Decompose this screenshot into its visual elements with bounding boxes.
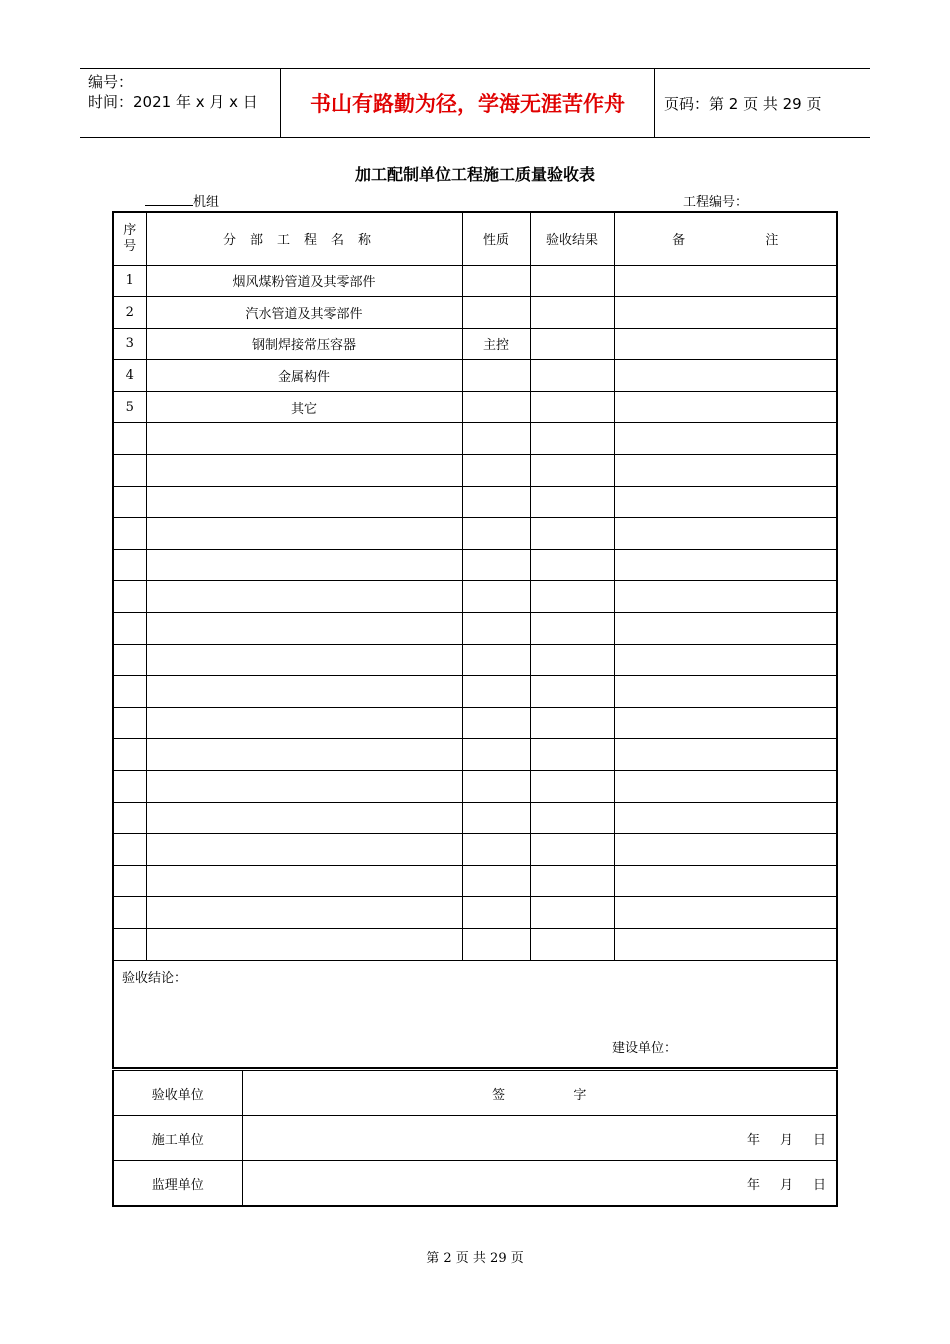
row-seq [113,802,146,834]
row-nature[interactable] [462,360,530,392]
row-nature[interactable] [462,549,530,581]
row-result[interactable] [530,549,614,581]
row-result[interactable] [530,391,614,423]
table-row [113,518,837,550]
header-seq: 序 号 [113,212,146,265]
table-row [113,802,837,834]
row-note[interactable] [614,928,837,960]
table-row [113,455,837,487]
row-name [146,613,462,645]
row-seq [113,549,146,581]
row-name [146,928,462,960]
row-nature[interactable] [462,297,530,329]
conclusion-label: 验收结论： [122,970,188,986]
row-result[interactable] [530,644,614,676]
row-nature[interactable] [462,455,530,487]
row-result[interactable] [530,328,614,360]
row-seq: 4 [113,360,146,392]
row-seq [113,644,146,676]
row-result[interactable] [530,581,614,613]
row-note[interactable] [614,707,837,739]
header-note: 备 注 [614,212,837,265]
construction-unit-label: 施工单位 [113,1116,242,1161]
row-name: 金属构件 [146,360,462,392]
form-title: 加工配制单位工程施工质量验收表 [354,165,595,184]
row-nature[interactable] [462,897,530,929]
row-seq: 2 [113,297,146,329]
conclusion-row [113,960,837,1068]
row-seq [113,707,146,739]
row-note[interactable] [614,644,837,676]
construction-sign-cell[interactable]: 年 月 日 [242,1116,837,1161]
row-nature[interactable] [462,644,530,676]
table-row [113,391,837,423]
row-result[interactable] [530,297,614,329]
row-result[interactable] [530,613,614,645]
table-row [113,297,837,329]
row-seq: 3 [113,328,146,360]
row-result[interactable] [530,676,614,708]
header-nature: 性质 [462,212,530,265]
table-row [113,581,837,613]
supervision-row [113,1161,837,1207]
table-row [113,613,837,645]
table-row [113,707,837,739]
table-row [113,644,837,676]
row-result[interactable] [530,265,614,297]
row-result[interactable] [530,455,614,487]
sign-header: 签 字 [242,1071,837,1116]
supervision-unit-label: 监理单位 [113,1161,242,1207]
row-name: 其它 [146,391,462,423]
row-note[interactable] [614,581,837,613]
row-nature[interactable] [462,265,530,297]
row-nature[interactable]: 主控 [462,328,530,360]
row-note[interactable] [614,865,837,897]
row-seq [113,518,146,550]
header-slogan: 书山有路勤为径，学海无涯苦作舟 [281,69,655,137]
row-name [146,707,462,739]
table-row [113,328,837,360]
row-name [146,644,462,676]
row-name [146,518,462,550]
table-header-row [113,212,837,265]
row-nature[interactable] [462,771,530,803]
row-seq [113,771,146,803]
row-name [146,549,462,581]
row-seq [113,676,146,708]
number-label: 编号： [88,73,134,91]
project-number-label: 工程编号： [683,195,749,210]
row-seq [113,834,146,866]
row-result[interactable] [530,707,614,739]
conclusion-cell[interactable] [113,960,837,1068]
row-note[interactable] [614,328,837,360]
row-name: 烟风煤粉管道及其零部件 [146,265,462,297]
document-header [80,68,870,138]
table-row [113,486,837,518]
table-row [113,928,837,960]
header-page-info: 页码：第 2 页 共 29 页 [664,94,822,113]
row-result[interactable] [530,739,614,771]
row-result[interactable] [530,865,614,897]
row-seq: 1 [113,265,146,297]
row-name [146,897,462,929]
header-result: 验收结果 [530,212,614,265]
row-name [146,834,462,866]
table-row [113,897,837,929]
row-nature[interactable] [462,423,530,455]
row-name: 钢制焊接常压容器 [146,328,462,360]
table-row [113,676,837,708]
row-seq: 5 [113,391,146,423]
row-seq [113,613,146,645]
inspection-table [112,211,838,1069]
row-seq [113,865,146,897]
row-name [146,455,462,487]
row-name [146,865,462,897]
table-row [113,549,837,581]
row-nature[interactable] [462,865,530,897]
page-footer: 第 2 页 共 29 页 [426,1251,524,1266]
unit-suffix: 机组 [193,195,220,210]
row-name: 汽水管道及其零部件 [146,297,462,329]
row-note[interactable] [614,771,837,803]
row-note[interactable] [614,423,837,455]
row-name [146,423,462,455]
row-nature[interactable] [462,802,530,834]
table-row [113,739,837,771]
row-note[interactable] [614,676,837,708]
row-note[interactable] [614,518,837,550]
table-row [113,865,837,897]
row-name [146,486,462,518]
row-note[interactable] [614,391,837,423]
time-label: 时间：2021 年 x 月 x 日 [88,93,258,111]
row-nature[interactable] [462,676,530,708]
row-note[interactable] [614,802,837,834]
table-row [113,834,837,866]
row-result[interactable] [530,802,614,834]
row-name [146,802,462,834]
construction-row [113,1116,837,1161]
row-name [146,739,462,771]
table-row [113,423,837,455]
row-seq [113,581,146,613]
unit-line [145,191,219,210]
row-name [146,581,462,613]
row-result[interactable] [530,486,614,518]
row-note[interactable] [614,486,837,518]
row-result[interactable] [530,771,614,803]
row-result[interactable] [530,518,614,550]
row-seq [113,423,146,455]
table-row [113,771,837,803]
row-result[interactable] [530,928,614,960]
row-note[interactable] [614,613,837,645]
row-result[interactable] [530,834,614,866]
row-nature[interactable] [462,391,530,423]
row-nature[interactable] [462,581,530,613]
row-note[interactable] [614,739,837,771]
row-nature[interactable] [462,486,530,518]
row-seq [113,455,146,487]
row-note[interactable] [614,897,837,929]
row-note[interactable] [614,360,837,392]
row-note[interactable] [614,455,837,487]
row-seq [113,897,146,929]
row-nature[interactable] [462,707,530,739]
row-nature[interactable] [462,613,530,645]
row-note[interactable] [614,549,837,581]
builder-label: 建设单位： [612,1040,678,1056]
signature-header-row [113,1071,837,1116]
row-name [146,771,462,803]
row-nature[interactable] [462,518,530,550]
supervision-sign-cell[interactable]: 年 月 日 [242,1161,837,1207]
row-seq [113,928,146,960]
row-name [146,676,462,708]
row-nature[interactable] [462,834,530,866]
row-nature[interactable] [462,739,530,771]
row-note[interactable] [614,297,837,329]
row-seq [113,739,146,771]
table-row [113,265,837,297]
unit-blank [145,193,193,206]
table-row [113,360,837,392]
row-note[interactable] [614,265,837,297]
signature-table [112,1070,838,1207]
row-nature[interactable] [462,928,530,960]
row-note[interactable] [614,834,837,866]
row-result[interactable] [530,360,614,392]
header-name: 分部工程名称 [146,212,462,265]
header-meta [80,69,281,137]
row-result[interactable] [530,423,614,455]
row-result[interactable] [530,897,614,929]
sign-unit-header: 验收单位 [113,1071,242,1116]
row-seq [113,486,146,518]
